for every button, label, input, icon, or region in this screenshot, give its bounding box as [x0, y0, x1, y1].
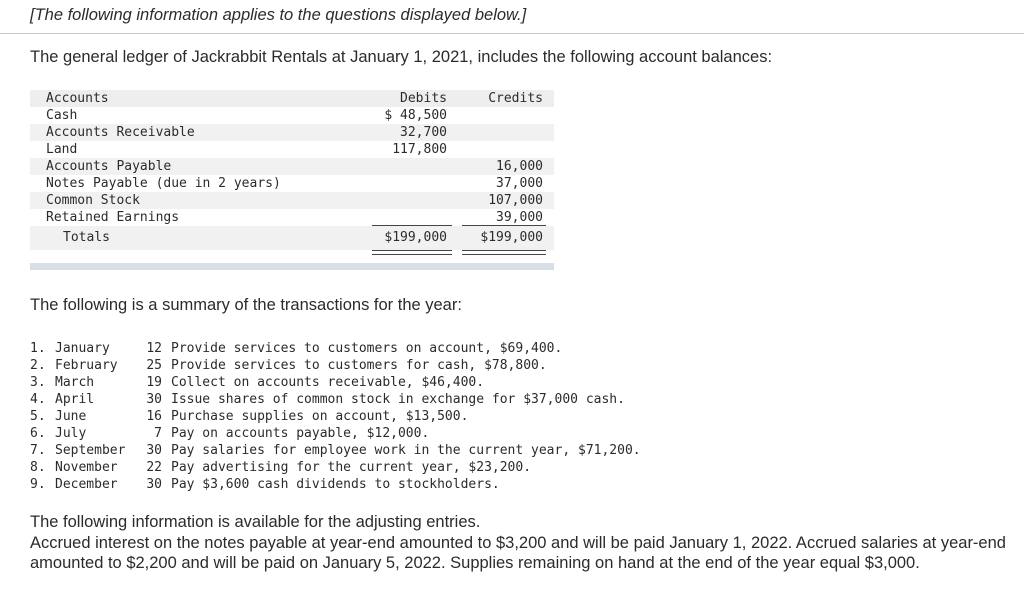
ledger-row	[30, 124, 554, 141]
ledger-debit: 32,700	[400, 125, 447, 140]
ledger-credit: 39,000	[496, 210, 543, 225]
transaction-description: Issue shares of common stock in exchange for $37,000 cash.	[171, 392, 625, 407]
totals-debit: $199,000	[384, 230, 447, 245]
transaction-month: June	[55, 409, 87, 424]
ledger-row	[30, 141, 554, 158]
transaction-description: Pay $3,600 cash dividends to stockholders.	[171, 477, 500, 492]
transactions-lead-text: The following is a summary of the transactions for the year:	[30, 296, 462, 314]
ledger-account: Retained Earnings	[46, 210, 180, 225]
transaction-day: 30	[146, 443, 162, 458]
transaction-day: 7	[154, 426, 162, 441]
ledger-account: Notes Payable (due in 2 years)	[46, 176, 281, 191]
ledger-totals-row	[30, 226, 554, 250]
transaction-month: February	[55, 358, 118, 373]
adjusting-lead: The following information is available for the adjusting entries.	[30, 513, 481, 531]
transaction-description: Provide services to customers on account, $69,400.	[171, 341, 563, 356]
transaction-month: July	[55, 426, 87, 441]
transaction-month: September	[55, 443, 126, 458]
totals-label: Totals	[63, 230, 110, 245]
ledger-row	[30, 192, 554, 209]
ledger-row	[30, 209, 554, 226]
transaction-number: 6.	[30, 426, 46, 441]
transaction-description: Pay advertising for the current year, $23,200.	[171, 460, 532, 475]
debit-double-rule	[372, 250, 452, 255]
divider	[0, 33, 1024, 34]
transaction-number: 4.	[30, 392, 46, 407]
transaction-day: 30	[146, 477, 162, 492]
header-credits: Credits	[488, 91, 543, 106]
transaction-month: December	[55, 477, 118, 492]
transaction-number: 9.	[30, 477, 46, 492]
header-debits: Debits	[400, 91, 447, 106]
transaction-day: 19	[146, 375, 162, 390]
totals-credit: $199,000	[480, 230, 543, 245]
transaction-day: 16	[146, 409, 162, 424]
transaction-month: March	[55, 375, 95, 390]
transaction-description: Pay on accounts payable, $12,000.	[171, 426, 430, 441]
ledger-header-row	[30, 90, 554, 107]
transaction-month: November	[55, 460, 118, 475]
transaction-number: 3.	[30, 375, 46, 390]
transaction-day: 22	[146, 460, 162, 475]
ledger-table	[30, 90, 554, 250]
transaction-day: 25	[146, 358, 162, 373]
ledger-credit: 107,000	[488, 193, 543, 208]
ledger-credit: 16,000	[496, 159, 543, 174]
intro-note: [The following information applies to the questions displayed below.]	[30, 6, 527, 24]
transaction-number: 7.	[30, 443, 46, 458]
ledger-row	[30, 175, 554, 192]
ledger-lead-text: The general ledger of Jackrabbit Rentals at January 1, 2021, includes the following account balances:	[30, 48, 773, 66]
transaction-number: 8.	[30, 460, 46, 475]
adjusting-entries-info	[30, 512, 1010, 574]
header-accounts: Accounts	[46, 91, 109, 106]
adjusting-body: Accrued interest on the notes payable at year-end amounted to $3,200 and will be paid January 1, 2022. Accrued salaries at year-end amounted to $2,200 and will be paid on January 5, 2022. Supplies remaining on hand at the end of the year equal $3,000.	[30, 533, 1006, 572]
transaction-number: 2.	[30, 358, 46, 373]
ledger-debit: $ 48,500	[384, 108, 447, 123]
transaction-description: Purchase supplies on account, $13,500.	[171, 409, 469, 424]
transaction-description: Pay salaries for employee work in the current year, $71,200.	[171, 443, 641, 458]
transaction-number: 1.	[30, 341, 46, 356]
ledger-credit: 37,000	[496, 176, 543, 191]
transaction-day: 12	[146, 341, 162, 356]
ledger-row	[30, 158, 554, 175]
ledger-bottom-bar	[30, 263, 554, 270]
transaction-description: Collect on accounts receivable, $46,400.	[171, 375, 485, 390]
ledger-row	[30, 107, 554, 124]
ledger-account: Accounts Payable	[46, 159, 172, 174]
ledger-account: Accounts Receivable	[46, 125, 195, 140]
transaction-number: 5.	[30, 409, 46, 424]
transaction-day: 30	[146, 392, 162, 407]
ledger-debit: 117,800	[392, 142, 447, 157]
ledger-account: Land	[46, 142, 78, 157]
ledger-account: Cash	[46, 108, 78, 123]
transaction-description: Provide services to customers for cash, $78,800.	[171, 358, 547, 373]
ledger-account: Common Stock	[46, 193, 140, 208]
transaction-month: April	[55, 392, 95, 407]
credit-double-rule	[462, 250, 546, 255]
transaction-month: January	[55, 341, 110, 356]
